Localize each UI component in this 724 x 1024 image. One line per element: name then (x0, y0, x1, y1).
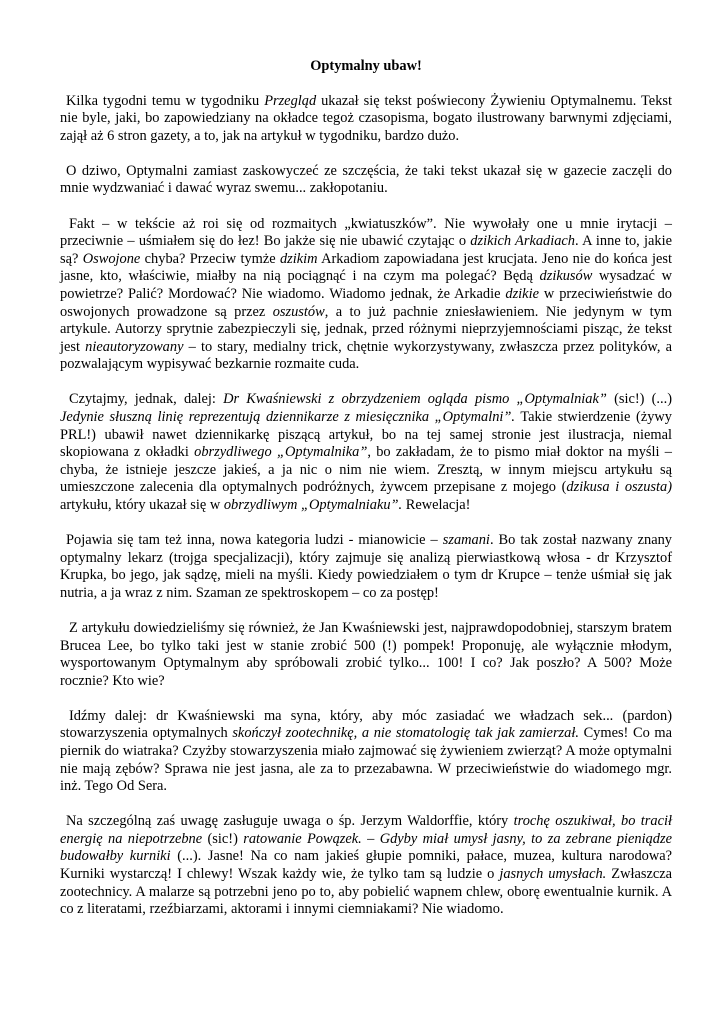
text-run: Czytajmy, jednak, dalej: (69, 391, 224, 408)
text-run: Arkadiom zapowiadana jest krucjata. Jeno nie do końca jest jasne, kto, właściwie, miałby na nią pociągnąć i na czym ma polegać? Będą (60, 250, 672, 285)
italic-text-run: dzikich Arkadiach (470, 233, 575, 250)
text-run: chyba? Przeciw tymże (140, 250, 280, 267)
text-run: ukazał się tekst poświecony Żywieniu Optymalnemu. Tekst nie byle, jaki, bo zapowiedziany na okładce tegoż czasopisma, bogato ilustrowany barwnymi zdjęciami, zajął aż 6 stron gazety, a to, jak na artykuł w tygodniku, bardzo dużo. (60, 92, 672, 144)
italic-text-run: szamani (442, 532, 490, 549)
italic-text-run: nieautoryzowany (85, 338, 184, 355)
text-run: , a to już pachnie zniesławieniem. Nie jedynym w tym artykule. Autorzy sprytnie zabezpieczyli się, jednak, przed różnymi nieprzyjemnościami pisząc, że tekst jest (60, 303, 673, 355)
italic-text-run: dzikim (279, 250, 318, 267)
italic-text-run: obrzydliwym „Optymalniaku”. (223, 496, 403, 513)
article-title: Optymalny ubaw! (310, 58, 422, 74)
document-page (60, 58, 672, 936)
text-run: w przeciwieństwie do oswojonych prowadzone są przez (60, 285, 672, 320)
text-run: . A inne to, jakie są? (60, 233, 673, 267)
paragraph (60, 163, 672, 198)
paragraph (60, 216, 672, 374)
italic-text-run: dzikie (505, 285, 539, 302)
text-run: Z artykułu dowiedzieliśmy się również, że Jan Kwaśniewski jest, najprawdopodobniej, starszym bratem Brucea Lee, bo tylko taki jest w stanie zrobić 500 (!) pompek! Proponuję, ale wyłącznie młodym, wysportowanym Optymalnym aby spróbowali zrobić tylko... 100! I co? Jak poszło? A 500? Może rocznie? Kto wie? (60, 619, 672, 689)
paragraph (60, 391, 672, 514)
text-run: O dziwo, Optymalni zamiast zaskowyczeć ze szczęścia, że taki tekst ukazał się w gazecie zaczęli do mnie wydzwaniać i dawać wyraz swemu... zakłopotaniu. (60, 162, 672, 197)
paragraph (60, 532, 672, 602)
italic-text-run: skończył zootechnikę, a nie stomatologię tak jak zamierzał. (232, 725, 579, 742)
paragraph (60, 813, 672, 919)
text-run: (sic!) (202, 830, 244, 847)
text-run: – to stary, medialny trick, chętnie wykorzystywany, zwłaszcza przez polityków, a pozwalającym wypisywać bezkarnie rozmaite cuda. (60, 338, 672, 373)
italic-text-run: obrzydliwego „Optymalnika” (194, 444, 368, 461)
text-run: Cymes! Co ma piernik do wiatraka? Czyżby stowarzyszenia miało zajmować się żywieniem zwierząt? A może optymalni nie mają zębów? Sprawa nie jest jasna, ale za to przezabawna. W przeciwieństwie do wiadomego mgr. inż. Tego Od Sera. (60, 725, 672, 795)
paragraph (60, 708, 672, 796)
italic-text-run: Jedynie słuszną linię reprezentują dziennikarze z miesięcznika „Optymalni”. (60, 409, 516, 425)
italic-text-run: oszustów (272, 303, 325, 320)
text-run: Rewelacja! (402, 496, 471, 513)
paragraph (60, 93, 672, 146)
article-body (60, 93, 672, 919)
text-run: (sic!) (...) (606, 391, 673, 408)
text-run: artykułu, który ukazał się w (60, 496, 224, 513)
italic-text-run: jasnych umysłach. (499, 866, 607, 883)
text-run: Kilka tygodni temu w tygodniku (66, 92, 265, 109)
text-run: , bo zakładam, że to pismo miał doktor na myśli – chyba, że istnieje jeszcze jakieś, a ja nic o nim nie wiem. Zresztą, w innym miejscu artykułu są umieszczone zalecenia dla optymalnych podróżnych, żywcem przepisane z mojego ( (60, 444, 672, 496)
italic-text-run: Oswojone (82, 250, 141, 267)
text-run: (...). Jasne! Na co nam jakieś głupie pomniki, pałace, muzea, kultura narodowa? Kurniki wystarczą! I chlewy! Wszak każdy wie, że tylko tam są ludzie o (60, 848, 673, 883)
text-run: Fakt – w tekście aż roi się od rozmaitych „kwiatuszków”. Nie wywołały one u mnie irytacji – przeciwnie – uśmiałem się do łez! Bo jakże się nie ubawić czytając o (60, 215, 672, 250)
paragraph (60, 620, 672, 690)
text-run: . Bo tak został nazwany znany optymalny lekarz (trojga specjalizacji), który zajmuje się analizą pierwiastkową włosa - dr Krzysztof Krupka, bo jego, jak sądzę, mieli na myśli. Kiedy powiedziałem o tym dr Krupce – tenże uśmiał się jak nutria, a ja wraz z nim. Szaman ze spektroskopem – co za postęp! (60, 532, 673, 601)
italic-text-run: trochę oszukiwał, bo tracił energię na niepotrzebne (60, 813, 672, 847)
italic-text-run: dzikusa i oszusta) (566, 479, 672, 496)
italic-text-run: dzikusów (539, 268, 593, 285)
text-run: Pojawia się tam też inna, nowa kategoria ludzi - mianowicie – (66, 532, 443, 549)
italic-text-run: Dr Kwaśniewski z obrzydzeniem ogląda pismo „Optymalniak” (223, 391, 607, 408)
text-run: Na szczególną zaś uwagę zasługuje uwaga o śp. Jerzym Waldorffie, który (66, 813, 514, 830)
text-run: Idźmy dalej: dr Kwaśniewski ma syna, który, aby móc zasiadać we władzach sek... (pardon) stowarzyszenia optymalnych (60, 707, 672, 742)
italic-text-run: Przegląd (264, 92, 317, 109)
text-run: Takie stwierdzenie (żywy PRL!) ubawił nawet dziennikarkę piszącą artykuł, bo na tej samej stronie jest ilustracja, niemal skopiowana z okładki (60, 409, 672, 461)
italic-text-run: ratowanie Powązek. – Gdyby miał umysł jasny, to za zebrane pieniądze budowałby kurniki (60, 830, 672, 865)
text-run: wysadzać w powietrze? Palić? Mordować? Nie wiadomo. Wiadomo jednak, że Arkadie (60, 268, 673, 302)
text-run: Zwłaszcza zootechnicy. A malarze są potrzebni jeno po to, aby pobielić wapnem chlew, oborę ewentualnie kurnik. A co z literatami, rzeźbiarzami, aktorami i innymi ciemniakami? Nie wiadomo. (60, 866, 672, 918)
